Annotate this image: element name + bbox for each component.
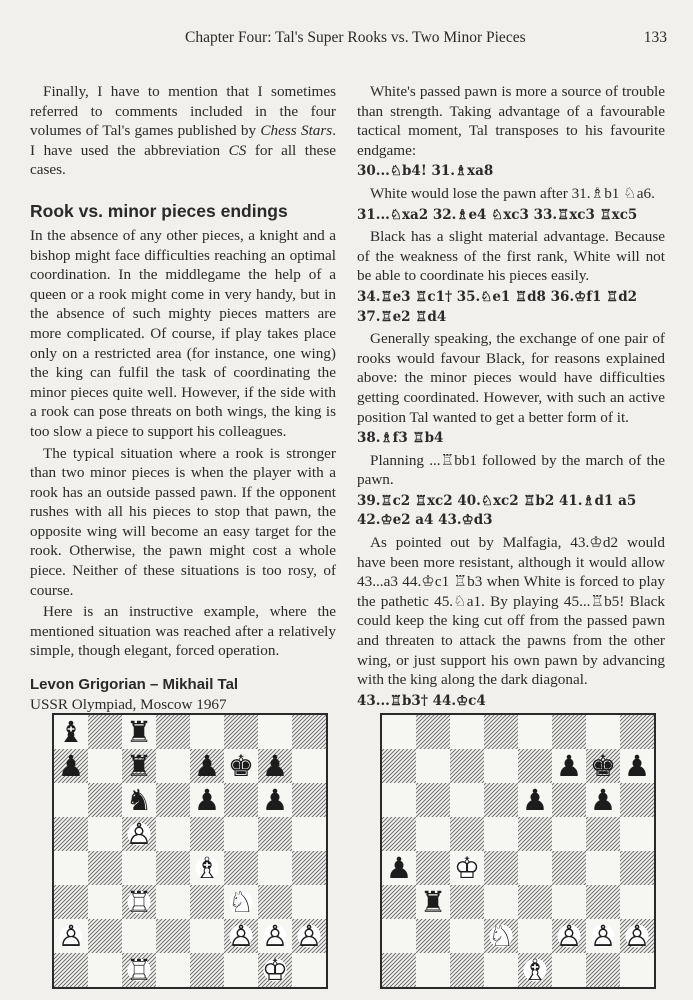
dark-square <box>416 919 450 953</box>
dark-square <box>484 715 518 749</box>
white-piece: ♙ <box>555 919 583 954</box>
dark-square <box>620 715 654 749</box>
dark-square <box>88 715 122 749</box>
white-piece: ♙ <box>227 919 255 954</box>
light-square <box>190 919 224 953</box>
dark-square <box>484 851 518 885</box>
body-paragraph: As pointed out by Malfagia, 43.♔d2 would have been more resistant, although it would allow 43...a3 44.♔c1 ♖b3 when White is forced to play the pathetic 45.♘a1. By playing 45...♖b5! Black could keep the king cut off from the passed pawn and threaten to attack the pawns from the other wing, or just support his own pawn by advancing with the king along the dark diagonal. <box>357 534 665 689</box>
black-piece: ♜ <box>419 885 447 920</box>
dark-square <box>156 783 190 817</box>
dark-square <box>552 715 586 749</box>
light-square <box>258 715 292 749</box>
chess-diagram-left <box>52 713 328 989</box>
white-piece: ♙ <box>589 919 617 954</box>
light-square <box>88 885 122 919</box>
body-paragraph: Here is an instructive example, where the mentioned situation was reached after a relatively simple, though elegant, forced operation. <box>30 603 336 660</box>
black-piece: ♞ <box>125 783 153 818</box>
dark-square <box>190 817 224 851</box>
dark-square <box>586 885 620 919</box>
chapter-title: Chapter Four: Tal's Super Rooks vs. Two Minor Pieces <box>185 29 526 46</box>
light-square <box>382 783 416 817</box>
abbreviation: CS <box>228 141 247 159</box>
black-piece: ♟ <box>623 749 651 784</box>
white-piece: ♙ <box>623 919 651 954</box>
dark-square <box>450 817 484 851</box>
dark-square <box>518 749 552 783</box>
light-square <box>156 885 190 919</box>
body-paragraph: In the absence of any other pieces, a knight and a bishop might face difficulties reaching an optimal coordination. In the middlegame the help of a queen or a rook might come in very handy, but in the absence of such mighty pieces matters are more complicated. Of course, if play takes place only on a restricted area (for instance, one wing) the king can fulfil the task of coordinating the minor pieces quite well. However, if the side with a rook can pose threats on both wings, the king is too slow a piece to support his colleagues. <box>30 226 336 440</box>
dark-square <box>54 885 88 919</box>
white-piece: ♗ <box>521 953 549 987</box>
light-square <box>484 749 518 783</box>
dark-square <box>156 919 190 953</box>
move-sequence: 43...♖b3† 44.♔c4 <box>357 692 486 709</box>
white-piece: ♖ <box>125 953 153 987</box>
black-piece: ♟ <box>589 783 617 818</box>
black-piece: ♚ <box>227 749 255 784</box>
black-piece: ♜ <box>125 749 153 784</box>
left-column <box>30 82 336 716</box>
light-square <box>88 749 122 783</box>
move-sequence: 39.♖c2 ♖xc2 40.♘xc2 ♖b2 41.♗d1 a5 42.♔e2 a4 43.♔d3 <box>357 492 637 529</box>
dark-square <box>450 885 484 919</box>
body-paragraph: Generally speaking, the exchange of one pair of rooks would favour Black, for reasons explained above: the minor pieces would have difficulties getting coordinated. However, with such an active position Tal wanted to get a better form of it. <box>357 330 665 426</box>
dark-square <box>88 851 122 885</box>
black-piece: ♝ <box>57 715 85 750</box>
move-sequence: 31...♘xa2 32.♗e4 ♘xc3 33.♖xc3 ♖xc5 <box>357 206 638 223</box>
light-square <box>518 715 552 749</box>
light-square <box>382 715 416 749</box>
chess-diagram-right <box>380 713 656 989</box>
game-header <box>30 675 336 714</box>
light-square <box>586 715 620 749</box>
light-square <box>156 817 190 851</box>
book-title: Chess Stars <box>260 122 333 140</box>
light-square <box>292 749 326 783</box>
dark-square <box>416 715 450 749</box>
light-square <box>382 919 416 953</box>
chessboard <box>382 715 654 987</box>
dark-square <box>88 919 122 953</box>
light-square <box>484 817 518 851</box>
light-square <box>518 851 552 885</box>
dark-square <box>382 885 416 919</box>
light-square <box>156 953 190 987</box>
black-piece: ♟ <box>261 783 289 818</box>
dark-square <box>450 749 484 783</box>
body-paragraph: Planning ...♖bb1 followed by the march of the pawn. <box>357 451 665 489</box>
game-event: USSR Olympiad, Moscow 1967 <box>30 695 227 713</box>
light-square <box>450 783 484 817</box>
right-column <box>357 82 665 711</box>
dark-square <box>620 851 654 885</box>
move-sequence: 34.♖e3 ♖c1† 35.♘e1 ♖d8 36.♔f1 ♖d2 37.♖e2 ♖d4 <box>357 288 638 325</box>
dark-square <box>586 953 620 987</box>
dark-square <box>416 851 450 885</box>
light-square <box>54 851 88 885</box>
dark-square <box>552 783 586 817</box>
light-square <box>620 885 654 919</box>
dark-square <box>382 749 416 783</box>
dark-square <box>190 885 224 919</box>
black-piece: ♟ <box>193 749 221 784</box>
white-piece: ♙ <box>295 919 323 954</box>
light-square <box>552 817 586 851</box>
black-piece: ♟ <box>193 783 221 818</box>
light-square <box>292 953 326 987</box>
light-square <box>292 817 326 851</box>
dark-square <box>88 783 122 817</box>
light-square <box>450 919 484 953</box>
running-header <box>185 27 667 49</box>
light-square <box>122 851 156 885</box>
move-sequence: 30...♘b4! 31.♗xa8 <box>357 163 494 180</box>
dark-square <box>54 817 88 851</box>
dark-square <box>224 715 258 749</box>
light-square <box>88 953 122 987</box>
move-sequence: 38.♗f3 ♖b4 <box>357 430 444 447</box>
black-piece: ♜ <box>125 715 153 750</box>
light-square <box>190 715 224 749</box>
light-square <box>552 885 586 919</box>
page-number: 133 <box>643 29 667 46</box>
dark-square <box>292 715 326 749</box>
dark-square <box>484 783 518 817</box>
light-square <box>450 715 484 749</box>
body-paragraph: White would lose the pawn after 31.♗b1 ♘a6. <box>370 184 655 202</box>
white-piece: ♘ <box>227 885 255 920</box>
light-square <box>484 953 518 987</box>
dark-square <box>518 885 552 919</box>
black-piece: ♟ <box>261 749 289 784</box>
light-square <box>416 953 450 987</box>
black-piece: ♟ <box>555 749 583 784</box>
white-piece: ♖ <box>125 885 153 920</box>
light-square <box>416 817 450 851</box>
light-square <box>54 783 88 817</box>
body-paragraph: The typical situation where a rook is stronger than two minor pieces is when the player with a rook has an outside passed pawn. If the opponent rushes with all his pieces to stop that pawn, the opposite wing will become an easy target for the rook. Otherwise, the pawn might cost a whole piece. Neither of these situations is too rosy, of course. <box>30 444 336 599</box>
light-square <box>620 817 654 851</box>
chessboard <box>54 715 326 987</box>
light-square <box>518 919 552 953</box>
light-square <box>552 953 586 987</box>
dark-square <box>382 817 416 851</box>
dark-square <box>382 953 416 987</box>
white-piece: ♙ <box>57 919 85 954</box>
body-paragraph: Black has a slight material advantage. Because of the weakness of the first rank, White will not be able to coordinate his pieces easily. <box>357 228 665 285</box>
black-piece: ♚ <box>589 749 617 784</box>
dark-square <box>156 851 190 885</box>
dark-square <box>416 783 450 817</box>
dark-square <box>620 783 654 817</box>
light-square <box>416 749 450 783</box>
white-piece: ♔ <box>261 953 289 987</box>
section-heading: Rook vs. minor pieces endings <box>30 200 288 221</box>
dark-square <box>292 783 326 817</box>
white-piece: ♘ <box>487 919 515 954</box>
black-piece: ♟ <box>521 783 549 818</box>
light-square <box>258 851 292 885</box>
dark-square <box>258 885 292 919</box>
light-square <box>620 953 654 987</box>
white-piece: ♔ <box>453 851 481 886</box>
dark-square <box>258 817 292 851</box>
dark-square <box>586 817 620 851</box>
black-piece: ♟ <box>57 749 85 784</box>
light-square <box>224 817 258 851</box>
intro-paragraph: Finally, I have to mention that I sometimes referred to comments included in the four volumes of Tal's games published by Chess Stars. I have used the abbreviation CS for all these cases. <box>30 83 336 179</box>
dark-square <box>54 953 88 987</box>
dark-square <box>552 851 586 885</box>
dark-square <box>190 953 224 987</box>
dark-square <box>292 851 326 885</box>
light-square <box>156 749 190 783</box>
dark-square <box>450 953 484 987</box>
white-piece: ♙ <box>261 919 289 954</box>
black-piece: ♟ <box>385 851 413 886</box>
light-square <box>122 919 156 953</box>
game-players: Levon Grigorian – Mikhail Tal <box>30 676 239 694</box>
light-square <box>224 953 258 987</box>
white-piece: ♙ <box>125 817 153 852</box>
light-square <box>586 851 620 885</box>
light-square <box>88 817 122 851</box>
dark-square <box>224 783 258 817</box>
light-square <box>484 885 518 919</box>
light-square <box>292 885 326 919</box>
white-piece: ♗ <box>193 851 221 886</box>
body-paragraph: White's passed pawn is more a source of trouble than strength. Taking advantage of a favourable tactical moment, Tal transposes to his favourite endgame: <box>357 83 665 159</box>
dark-square <box>224 851 258 885</box>
dark-square <box>518 817 552 851</box>
dark-square <box>156 715 190 749</box>
